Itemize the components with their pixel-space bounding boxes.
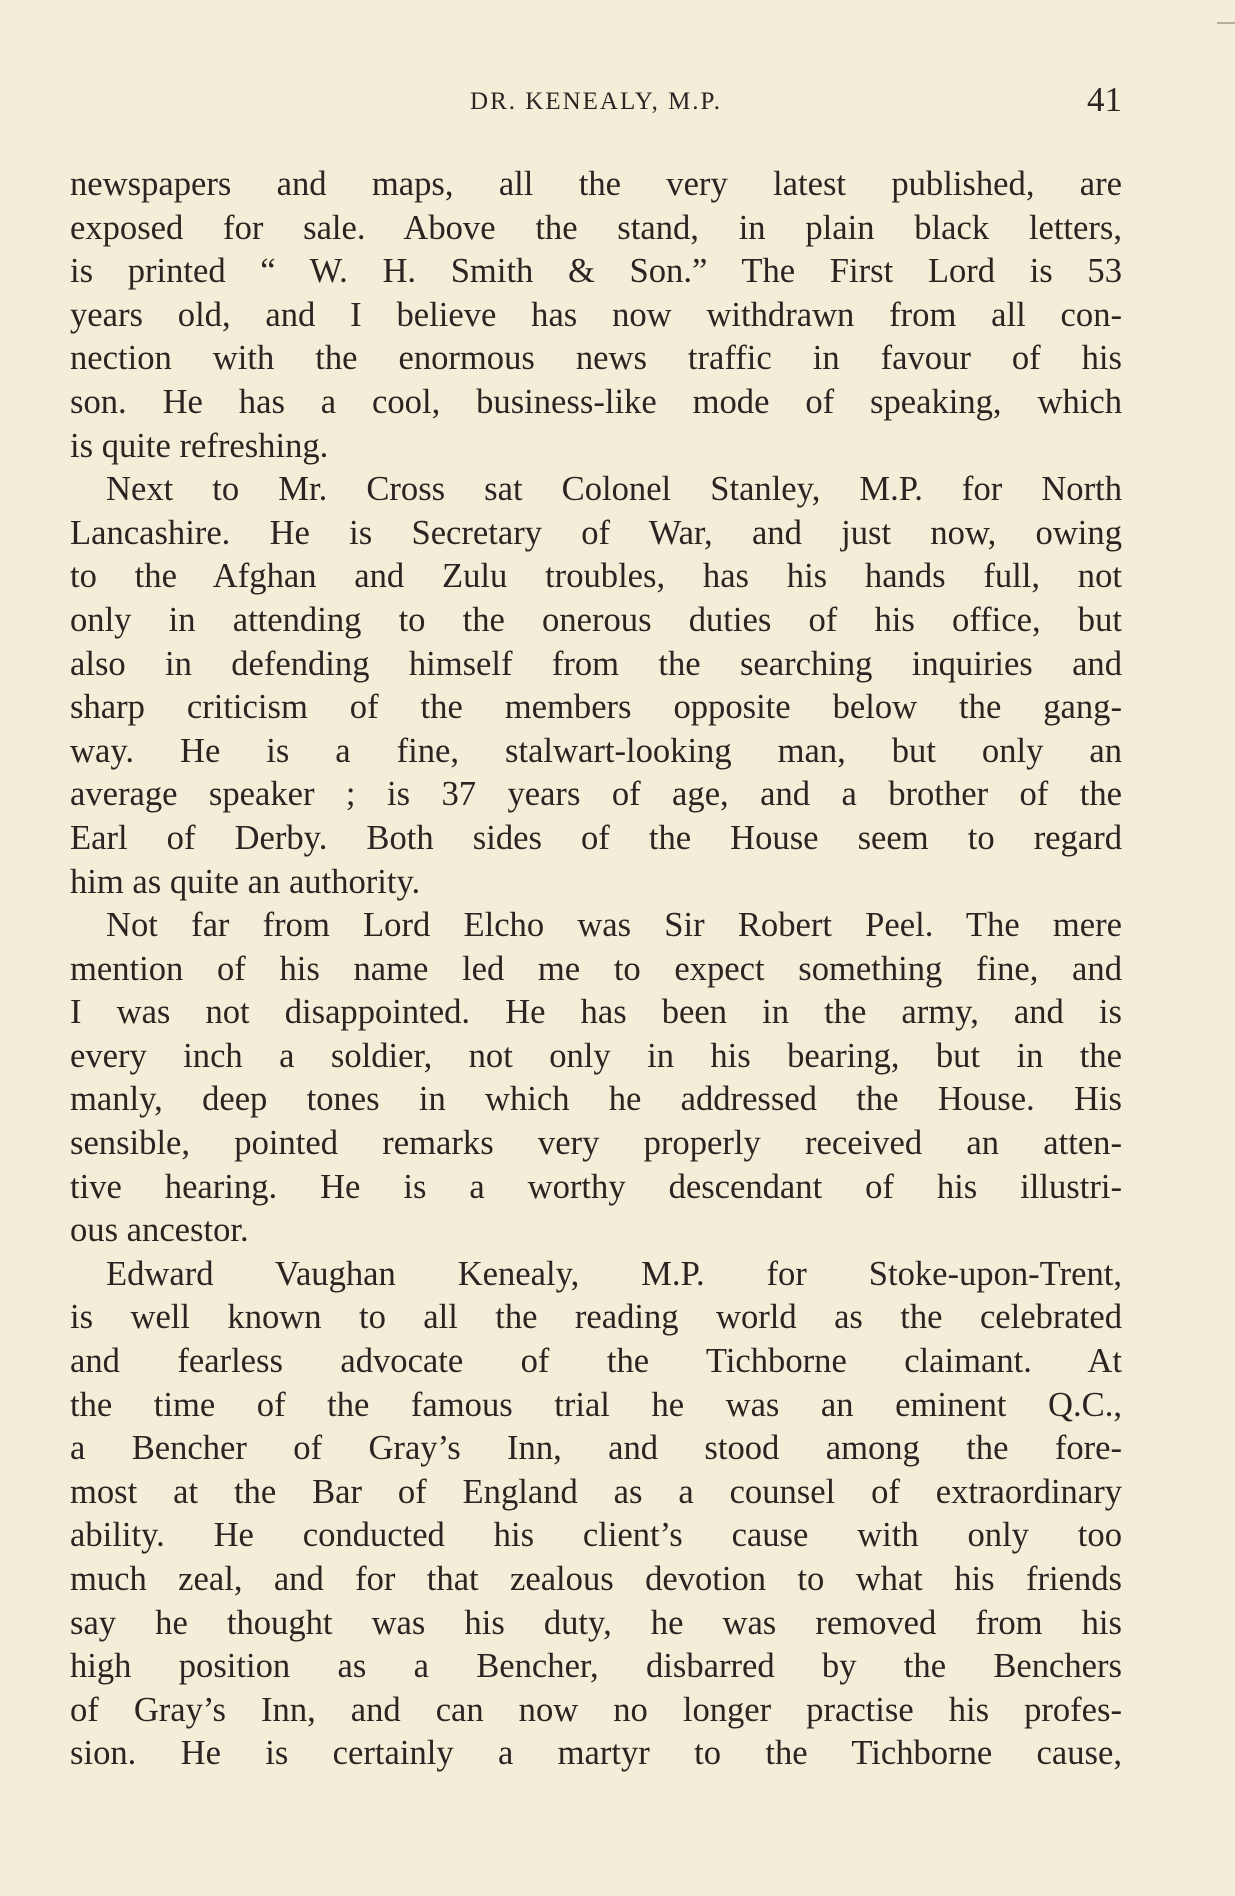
text-line: way. He is a fine, stalwart-looking man, but only an xyxy=(70,731,1122,770)
text-line: I was not disappointed. He has been in the army, and is xyxy=(70,993,1122,1032)
paragraph-start-line: Edward Vaughan Kenealy, M.P. for Stoke-upon-Trent, xyxy=(106,1254,1122,1293)
text-line: is printed “ W. H. Smith & Son.” The First Lord is 53 xyxy=(70,252,1122,291)
running-title: DR. KENEALY, M.P. xyxy=(470,88,722,115)
text-line: newspapers and maps, all the very latest published, are xyxy=(70,165,1122,203)
text-line: sharp criticism of the members opposite below the gang- xyxy=(70,688,1122,727)
text-line: only in attending to the onerous duties of his office, but xyxy=(70,600,1122,639)
text-line: tive hearing. He is a worthy descendant of his illustri- xyxy=(70,1167,1122,1206)
text-line: average speaker ; is 37 years of age, and a brother of the xyxy=(70,775,1122,814)
text-line: also in defending himself from the searching inquiries and xyxy=(70,644,1122,683)
page-number: 41 xyxy=(1087,80,1122,119)
text-line: ous ancestor. xyxy=(70,1211,249,1250)
text-line: years old, and I believe has now withdrawn from all con- xyxy=(70,295,1122,334)
text-line: mention of his name led me to expect something fine, and xyxy=(70,949,1122,988)
page-edge-mark xyxy=(1217,22,1235,24)
text-line: ability. He conducted his client’s cause with only too xyxy=(70,1516,1122,1555)
text-line: son. He has a cool, business-like mode of speaking, which xyxy=(70,382,1122,421)
text-line: manly, deep tones in which he addressed the House. His xyxy=(70,1080,1122,1119)
text-line: nection with the enormous news traffic in favour of his xyxy=(70,339,1122,378)
paragraph-start-line: Not far from Lord Elcho was Sir Robert Peel. The mere xyxy=(106,906,1122,945)
text-line: Earl of Derby. Both sides of the House seem to regard xyxy=(70,818,1122,857)
text-line: to the Afghan and Zulu troubles, has his hands full, not xyxy=(70,557,1122,596)
body-text xyxy=(70,163,1122,1776)
text-line: and fearless advocate of the Tichborne claimant. At xyxy=(70,1342,1122,1381)
text-line: of Gray’s Inn, and can now no longer practise his profes- xyxy=(70,1690,1122,1729)
text-line: sion. He is certainly a martyr to the Tichborne cause, xyxy=(70,1734,1122,1773)
text-line: exposed for sale. Above the stand, in plain black letters, xyxy=(70,208,1122,247)
text-line: sensible, pointed remarks very properly received an atten- xyxy=(70,1124,1122,1163)
text-line: is quite refreshing. xyxy=(70,426,329,465)
text-line: most at the Bar of England as a counsel of extraordinary xyxy=(70,1472,1122,1511)
text-line: him as quite an authority. xyxy=(70,862,421,901)
text-line: is well known to all the reading world as the celebrated xyxy=(70,1298,1122,1337)
text-line: high position as a Bencher, disbarred by the Benchers xyxy=(70,1647,1122,1686)
text-line: the time of the famous trial he was an eminent Q.C., xyxy=(70,1385,1122,1424)
text-line: much zeal, and for that zealous devotion to what his friends xyxy=(70,1560,1122,1598)
text-line: a Bencher of Gray’s Inn, and stood among the fore- xyxy=(70,1429,1122,1468)
text-line: Lancashire. He is Secretary of War, and just now, owing xyxy=(70,513,1122,552)
text-line: say he thought was his duty, he was removed from his xyxy=(70,1603,1122,1642)
text-line: every inch a soldier, not only in his bearing, but in the xyxy=(70,1036,1122,1075)
running-header xyxy=(70,80,1122,120)
paragraph-start-line: Next to Mr. Cross sat Colonel Stanley, M.P. for North xyxy=(106,470,1122,509)
